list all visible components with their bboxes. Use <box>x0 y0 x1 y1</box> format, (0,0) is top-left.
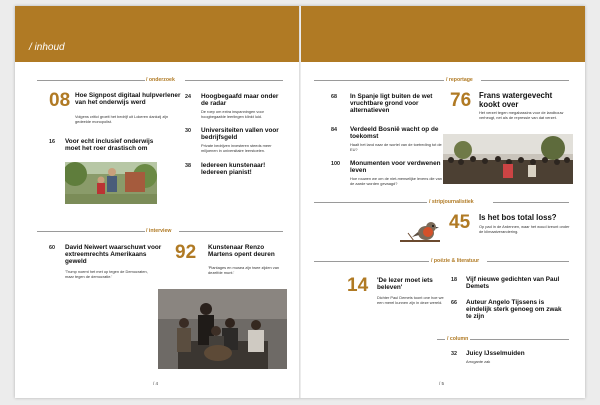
section-label-reportage: / reportage <box>446 77 473 83</box>
article-title[interactable]: Universiteiten vallen voor bedrijfsgeld <box>201 127 279 142</box>
feature-number: 45 <box>449 212 471 233</box>
feature-number: 14 <box>347 275 369 296</box>
article-summary: Hoe rouwen we om de niet-menselijke levens die van de aarde worden gevaagd? <box>350 176 442 187</box>
article-summary: De roep om extra inspanningen voor hoogbegaafde leerlingen klinkt luid. <box>201 109 264 120</box>
page-number: 30 <box>185 128 191 134</box>
page-number: 84 <box>331 127 337 133</box>
page-number: 60 <box>49 245 55 251</box>
article-title[interactable]: In Spanje ligt buiten de wet vruchtbare grond voor alternatieven <box>350 93 433 115</box>
article-title[interactable]: Verdeeld Bosnië wacht op de toekomst <box>350 126 439 141</box>
article-title[interactable]: Is het bos total loss? <box>479 213 557 222</box>
article-title[interactable]: Frans watergevecht kookt over <box>479 91 553 109</box>
article-title[interactable]: Juicy IJsselmuiden <box>466 350 525 357</box>
page-number-footer: / 5 <box>439 381 445 386</box>
robin-illustration <box>400 213 442 249</box>
section-label-column: / column <box>447 336 469 342</box>
section-label-poezie: / poëzie & literatuur <box>431 258 480 264</box>
article-title[interactable]: Iedereen kunstenaar! Iedereen pianist! <box>201 162 266 177</box>
divider <box>493 202 569 203</box>
divider <box>179 231 283 232</box>
article-summary: Op pad in de Ardennen, waar het woud kreunt onder de klimaatverandering. <box>479 224 570 235</box>
divider <box>314 80 444 81</box>
divider <box>437 339 445 340</box>
divider <box>37 80 145 81</box>
page-number: 16 <box>49 139 55 145</box>
spine-gutter <box>299 6 301 398</box>
article-title[interactable]: Vijf nieuwe gedichten van Paul Demets <box>466 276 560 291</box>
feature-number: 76 <box>450 90 472 111</box>
divider <box>481 80 569 81</box>
article-summary: Het verzet tegen megabassins voor de landbouw verheugt, net als de repressie van dat verzet. <box>479 110 564 121</box>
page-number-footer: / 4 <box>153 381 159 386</box>
page-number: 66 <box>451 300 457 306</box>
magazine-spread <box>15 6 585 398</box>
article-title[interactable]: Kunstenaar Renzo Martens opent deuren <box>208 244 275 259</box>
divider <box>37 231 145 232</box>
divider <box>314 261 429 262</box>
group-portrait-photo <box>158 289 287 369</box>
article-summary: Volgens critici groeit het bedrijf uit Lokeren dankzij zijn gedeelde monopolist. <box>75 114 169 125</box>
page-number: 100 <box>331 161 340 167</box>
page-number: 32 <box>451 351 457 357</box>
header-band-right <box>301 6 585 62</box>
section-label-interview: / interview <box>146 228 172 234</box>
family-photo <box>65 162 157 204</box>
page-number: 38 <box>185 163 191 169</box>
article-title[interactable]: Auteur Angelo Tijssens is eindelijk sterk genoeg om zwak te zijn <box>466 299 562 321</box>
article-title[interactable]: Hoe Signpost digitaal hulpverlener van het onderwijs werd <box>75 92 181 107</box>
page-number: 68 <box>331 94 337 100</box>
article-summary: Dichter Paul Demets toont one hoe we een merel kunnen zijn in deze wereld. <box>377 295 444 306</box>
divider <box>487 261 569 262</box>
page-number: 18 <box>451 277 457 283</box>
article-summary: Arrogante zak <box>466 359 491 364</box>
article-summary: 'Trump noemt het met op tegen de Democraten, maar tegen de democratie.' <box>65 269 148 280</box>
header-band-left <box>15 6 299 62</box>
divider <box>314 202 427 203</box>
divider <box>470 339 569 340</box>
article-title[interactable]: Voor echt inclusief onderwijs moet het roer drastisch om <box>65 138 154 153</box>
page-number: 24 <box>185 94 191 100</box>
feature-number: 08 <box>49 90 71 111</box>
article-title[interactable]: Monumenten voor verdwenen leven <box>350 160 441 175</box>
article-title[interactable]: Hoogbegaafd maar onder de radar <box>201 93 279 108</box>
section-label-strip: / stripjournalistiek <box>429 199 474 205</box>
article-summary: Private bedrijven investeren steeds meer miljoenen in universitaire leerstoelen. <box>201 143 272 154</box>
divider <box>185 80 283 81</box>
article-title[interactable]: David Neiwert waarschuwt voor extreemrechts Amerikaans geweld <box>65 244 162 266</box>
feature-number: 92 <box>175 242 197 263</box>
article-summary: 'Plantages en musea zijn twee zijden van dezelfde munt.' <box>208 265 280 276</box>
protest-photo <box>443 134 573 184</box>
page-title: / inhoud <box>29 42 65 53</box>
article-summary: Haalt het land naar de wortel van de toetreding tot de EU? <box>350 142 442 153</box>
article-title[interactable]: 'De lezer moet iets beleven' <box>377 277 433 292</box>
section-label-onderzoek: / onderzoek <box>146 77 175 83</box>
